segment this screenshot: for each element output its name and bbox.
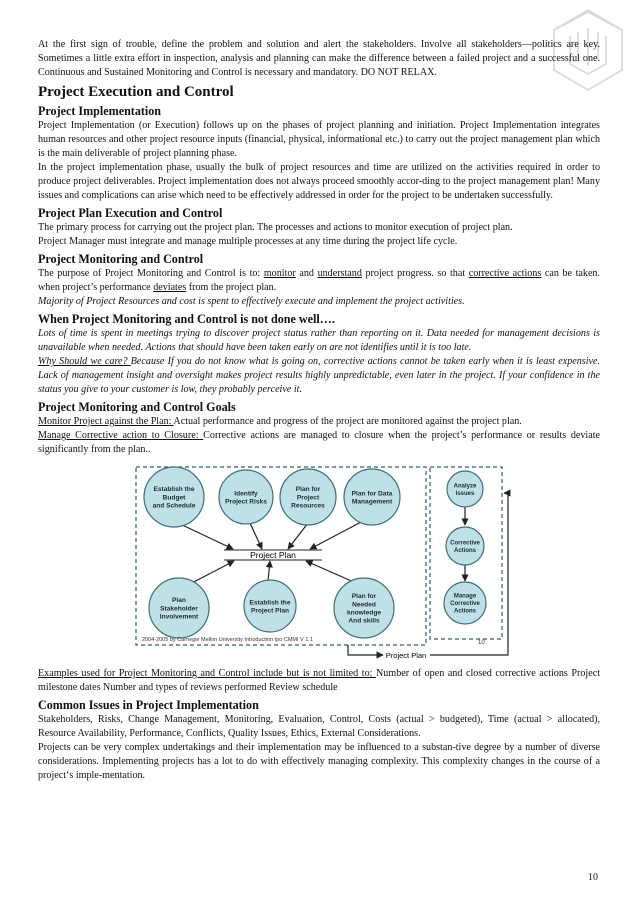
node-establish-budget-label: and Schedule: [152, 502, 196, 510]
common-paragraph-1: Stakeholders, Risks, Change Management, Monitoring, Evaluation, Control, Costs (actual > budgeted), Time (actual > allocated), Resource Availability, Performance, Conflicts, Quality Issues, Ethics, External Considerations.: [38, 714, 600, 739]
goal-monitor-label: Monitor Project against the Plan:: [38, 416, 174, 427]
node-manage-corrective-label: Actions: [453, 608, 477, 615]
project-plan-bottom-label: Project Plan: [385, 651, 427, 660]
monitoring-text-3: project progress. so that: [361, 268, 469, 279]
goal-manage-text: Corrective actions are managed to closure when the project’s performance or results deviate significantly from the plan..: [38, 430, 600, 455]
goals-paragraph-2: [38, 429, 600, 457]
goal-monitor-text: Actual performance and progress of the project are monitored against the project plan.: [173, 416, 522, 427]
plan-exec-heading: Project Plan Execution and Control: [38, 206, 223, 220]
monitoring-underline-corrective: corrective actions: [468, 268, 542, 279]
implementation-paragraph-1: Project Implementation (or Execution) follows up on the phases of project planning and initiation. Project Implementation integrates human resources and other project resource inputs (financial, physical, informational etc.) to carry out the project management plan which is the main deliverable of project planning phase.: [38, 120, 600, 159]
monitoring-text-2: and: [295, 268, 318, 279]
monitoring-text-4: can be taken. when project’s performance: [38, 268, 600, 293]
node-identify-risks-label: Project Risks: [225, 498, 267, 506]
node-establish-budget-label: Budget: [162, 494, 186, 502]
page-content: [38, 38, 600, 783]
node-corrective-actions-label: Corrective: [450, 540, 480, 547]
goals-heading: Project Monitoring and Control Goals: [38, 400, 236, 414]
diagram-nodes: [144, 467, 486, 638]
node-analyze-issues-label: Issues: [455, 490, 475, 497]
arrow-stakeholder: [188, 561, 234, 585]
node-plan-knowledge-label: Plan for: [351, 593, 377, 601]
node-plan-resources-label: Plan for: [295, 486, 321, 494]
common-heading: Common Issues in Project Implementation: [38, 698, 259, 712]
node-plan-data-label: Plan for Data: [351, 490, 393, 498]
node-plan-data-label: Management: [351, 498, 393, 506]
monitoring-italic-note: Majority of Project Resources and cost is spent to effectively execute and implement the project activities.: [38, 296, 465, 307]
goal-manage-label: Manage Corrective action to Closure:: [38, 430, 204, 441]
arrow-plan-to-control: [430, 490, 508, 655]
arrow-establish: [268, 561, 270, 581]
not-done-paragraph-1: Lots of time is spent in meetings trying to discover project status rather than reporting on it. Data needed for management decisions is unavailable when needed. Actions that should have been taken early on are not identifies until it is too late.: [38, 328, 600, 353]
examples-paragraph: [38, 667, 600, 695]
plan-exec-paragraph-1: The primary process for carrying out the project plan. The processes and actions to monitor execution of project plan.: [38, 222, 513, 233]
arrow-resources: [288, 523, 308, 549]
node-establish-plan-label: Project Plan: [250, 607, 290, 615]
node-establish-budget-label: Establish the: [153, 486, 195, 494]
node-plan-resources-label: Project: [296, 494, 320, 502]
node-plan-knowledge-label: And skills: [348, 617, 380, 625]
monitoring-paragraph: [38, 267, 600, 295]
node-manage-corrective-label: Manage: [453, 593, 477, 600]
arrow-plan-bottom: [348, 645, 383, 655]
intro-paragraph: At the first sign of trouble, define the problem and solution and alert the stakeholders. Involve all stakeholders—politics are key. Sometimes a little extra effort in inspection, analysis and planning can make the difference between a failed project and a successful one. Continuous and Sustained Monitoring and Control is necessary and mandatory. DO NOT RELAX.: [38, 39, 600, 78]
arrow-data: [310, 521, 363, 549]
section-title: Project Execution and Control: [38, 84, 234, 100]
diagram-credit: 2004-2005 by Carnegie Mellon University Introduction tpo CMMI V 1.1: [142, 637, 313, 643]
not-done-paragraph-2: [38, 355, 600, 397]
not-done-heading: When Project Monitoring and Control is not done well….: [38, 312, 335, 326]
arrow-budget: [178, 523, 233, 549]
monitoring-text-5: from the project plan.: [186, 282, 277, 293]
page-number: 10: [588, 872, 598, 883]
node-establish-plan-label: Establish the: [249, 599, 291, 607]
monitoring-text-1: The purpose of Project Monitoring and Control is to:: [38, 268, 264, 279]
monitoring-underline-deviates: deviates: [153, 282, 187, 293]
monitoring-underline-understand: understand: [317, 268, 362, 279]
goals-paragraph-1: [38, 415, 600, 429]
node-plan-stakeholder-label: Plan: [172, 597, 186, 605]
diagram-slide-number: 10: [478, 640, 485, 646]
process-diagram-svg: [38, 463, 600, 663]
node-plan-stakeholder-label: Involvement: [159, 613, 199, 621]
arrow-risks: [250, 523, 262, 549]
node-plan-stakeholder-label: Stakeholder: [160, 605, 198, 613]
why-care-text: Because If you do not know what is going on, corrective actions cannot be taken early when it is least expensive. Lack of management insight and oversight makes project results highly unpredictable, even later in the project. If your confidence in the status you give to your customer is low, they probably perceive it.: [38, 356, 600, 395]
why-care-label: Why Should we care?: [38, 356, 131, 367]
node-identify-risks-label: Identify: [234, 490, 258, 498]
implementation-heading: Project Implementation: [38, 104, 162, 118]
monitoring-heading: Project Monitoring and Control: [38, 252, 204, 266]
process-diagram: [38, 463, 600, 663]
plan-exec-paragraph-2: Project Manager must integrate and manage multiple processes at any time during the project life cycle.: [38, 236, 458, 247]
monitoring-underline-monitor: monitor: [263, 268, 296, 279]
common-paragraph-2: Projects can be very complex undertakings and their implementation may be influenced to a substan-tive degree by a number of diverse considerations. Implementing projects has a lot to do with effectively managing complexity. This complexity changes in the course of a project‘s imple-mentation.: [38, 742, 600, 781]
implementation-paragraph-2: In the project implementation phase, usually the bulk of project resources and time are utilized on the activities required in order to produce project deliverables. Project implementation does not always proceed smoothly accor-ding to the project management plan! Many issues and complications can arise which need to be effectively addressed in order for the project to be undertaken successfully.: [38, 162, 600, 201]
node-manage-corrective-label: Corrective: [450, 601, 480, 608]
node-plan-knowledge-label: knowledge: [346, 609, 382, 617]
examples-text: Number of open and closed corrective actions Project milestone dates Number and types of reviews performed Review schedule: [38, 668, 600, 693]
node-plan-knowledge-label: Needed: [352, 601, 376, 609]
node-corrective-actions-label: Actions: [453, 547, 477, 554]
examples-label: Examples used for Project Monitoring and Control include but is not limited to:: [38, 668, 376, 679]
node-plan-resources-label: Resources: [291, 502, 325, 510]
node-analyze-issues-label: Analyze: [453, 483, 477, 490]
arrow-knowledge: [306, 561, 356, 583]
project-plan-center-label: Project Plan: [250, 550, 296, 560]
